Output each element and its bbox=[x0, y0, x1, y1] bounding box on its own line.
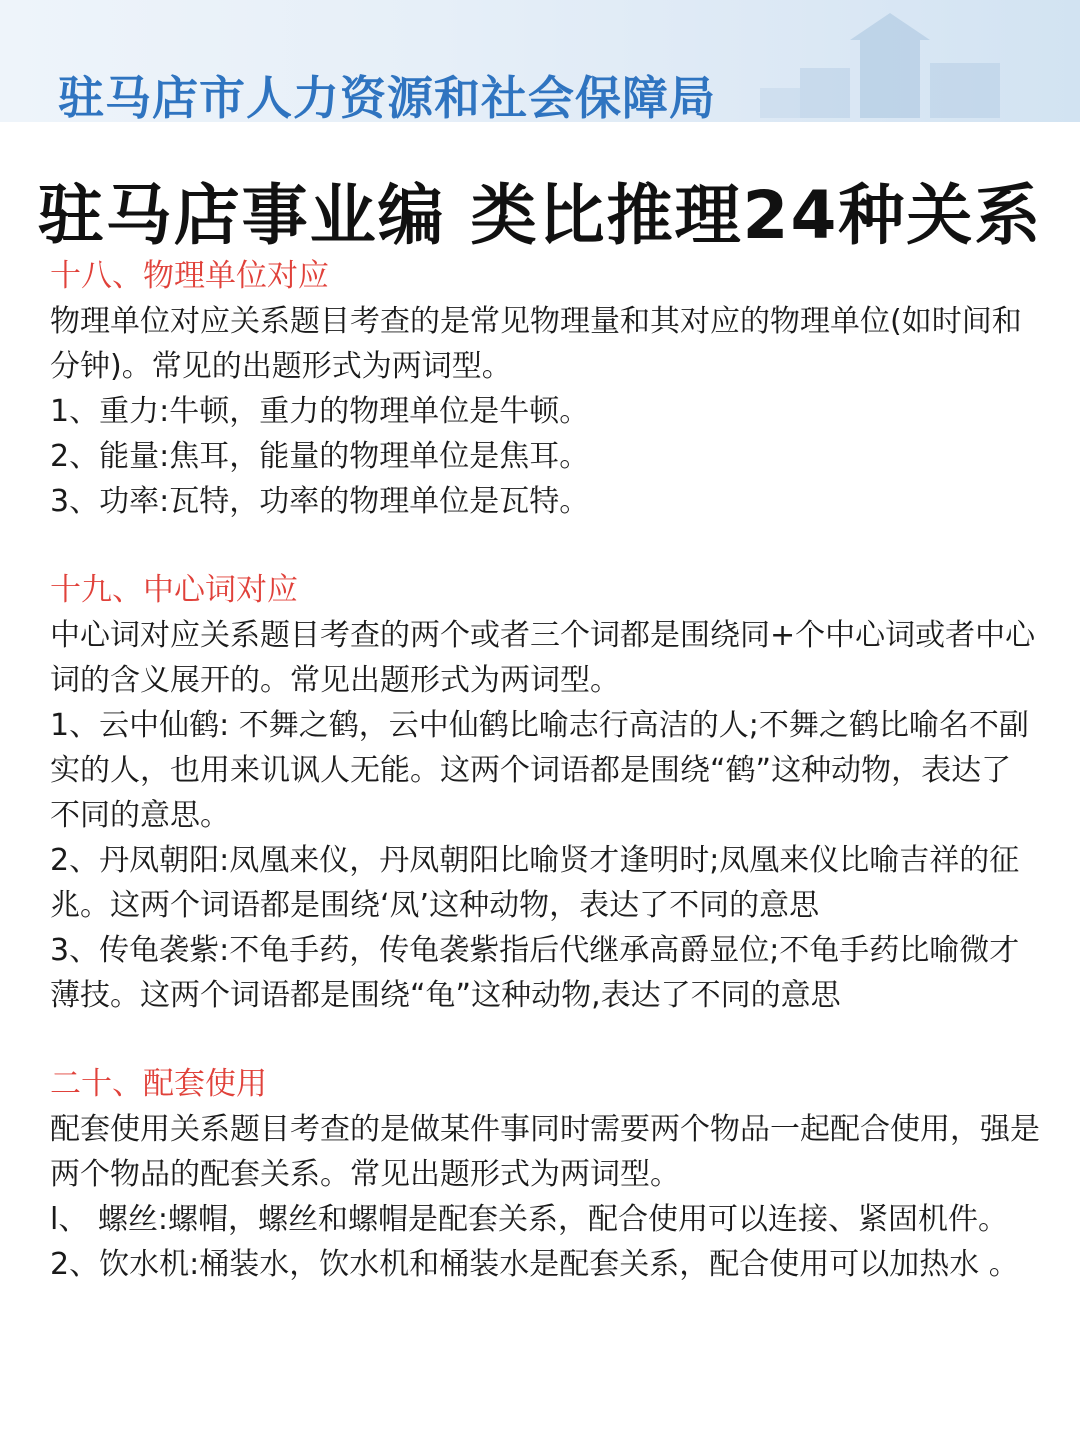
example-item: 3、功率:瓦特，功率的物理单位是瓦特。 bbox=[50, 484, 590, 519]
header-banner bbox=[0, 0, 1080, 122]
example-item: 2、丹凤朝阳:凤凰来仪，丹凤朝阳比喻贤才逢明时;凤凰来仪比喻吉祥的征兆。这两个词语都是围绕‘凤’这种动物，表达了不同的意思 bbox=[50, 843, 1020, 923]
example-item: l、 螺丝:螺帽，螺丝和螺帽是配套关系，配合使用可以连接、紧固机件。 bbox=[50, 1202, 1008, 1237]
section-central-word bbox=[50, 568, 1040, 1018]
section-heading: 十九、中心词对应 bbox=[50, 572, 298, 608]
section-heading: 十八、物理单位对应 bbox=[50, 258, 329, 294]
building-watermark-icon bbox=[740, 8, 1040, 118]
org-name: 驻马店市人力资源和社会保障局 bbox=[58, 71, 716, 122]
example-item: 1、重力:牛顿，重力的物理单位是牛顿。 bbox=[50, 394, 590, 429]
section-intro: 配套使用关系题目考查的是做某件事同时需要两个物品一起配合使用，强是两个物品的配套关系。常见出题形式为两词型。 bbox=[50, 1112, 1040, 1192]
section-intro: 物理单位对应关系题目考查的是常见物理量和其对应的物理单位(如时间和分钟)。常见的出题形式为两词型。 bbox=[50, 304, 1022, 384]
example-item: 3、传龟袭紫:不龟手药，传龟袭紫指后代继承高爵显位;不龟手药比喻微才薄技。这两个词语都是围绕“龟”这种动物,表达了不同的意思 bbox=[50, 933, 1020, 1013]
section-intro: 中心词对应关系题目考查的两个或者三个词都是围绕同+个中心词或者中心词的含义展开的。常见出题形式为两词型。 bbox=[50, 618, 1036, 698]
article-body bbox=[50, 254, 1040, 1331]
page-title: 驻马店事业编 类比推理24种关系 bbox=[37, 177, 1043, 254]
example-item: 2、饮水机:桶装水，饮水机和桶装水是配套关系，配合使用可以加热水 。 bbox=[50, 1247, 1019, 1282]
section-heading: 二十、配套使用 bbox=[50, 1066, 267, 1102]
example-item: 2、能量:焦耳，能量的物理单位是焦耳。 bbox=[50, 439, 590, 474]
example-item: 1、云中仙鹤: 不舞之鹤，云中仙鹤比喻志行高洁的人;不舞之鹤比喻名不副实的人，也用来讥讽人无能。这两个词语都是围绕“鹤”这种动物，表达了不同的意思。 bbox=[50, 708, 1029, 833]
section-physical-units bbox=[50, 254, 1040, 524]
section-matching-use bbox=[50, 1062, 1040, 1287]
